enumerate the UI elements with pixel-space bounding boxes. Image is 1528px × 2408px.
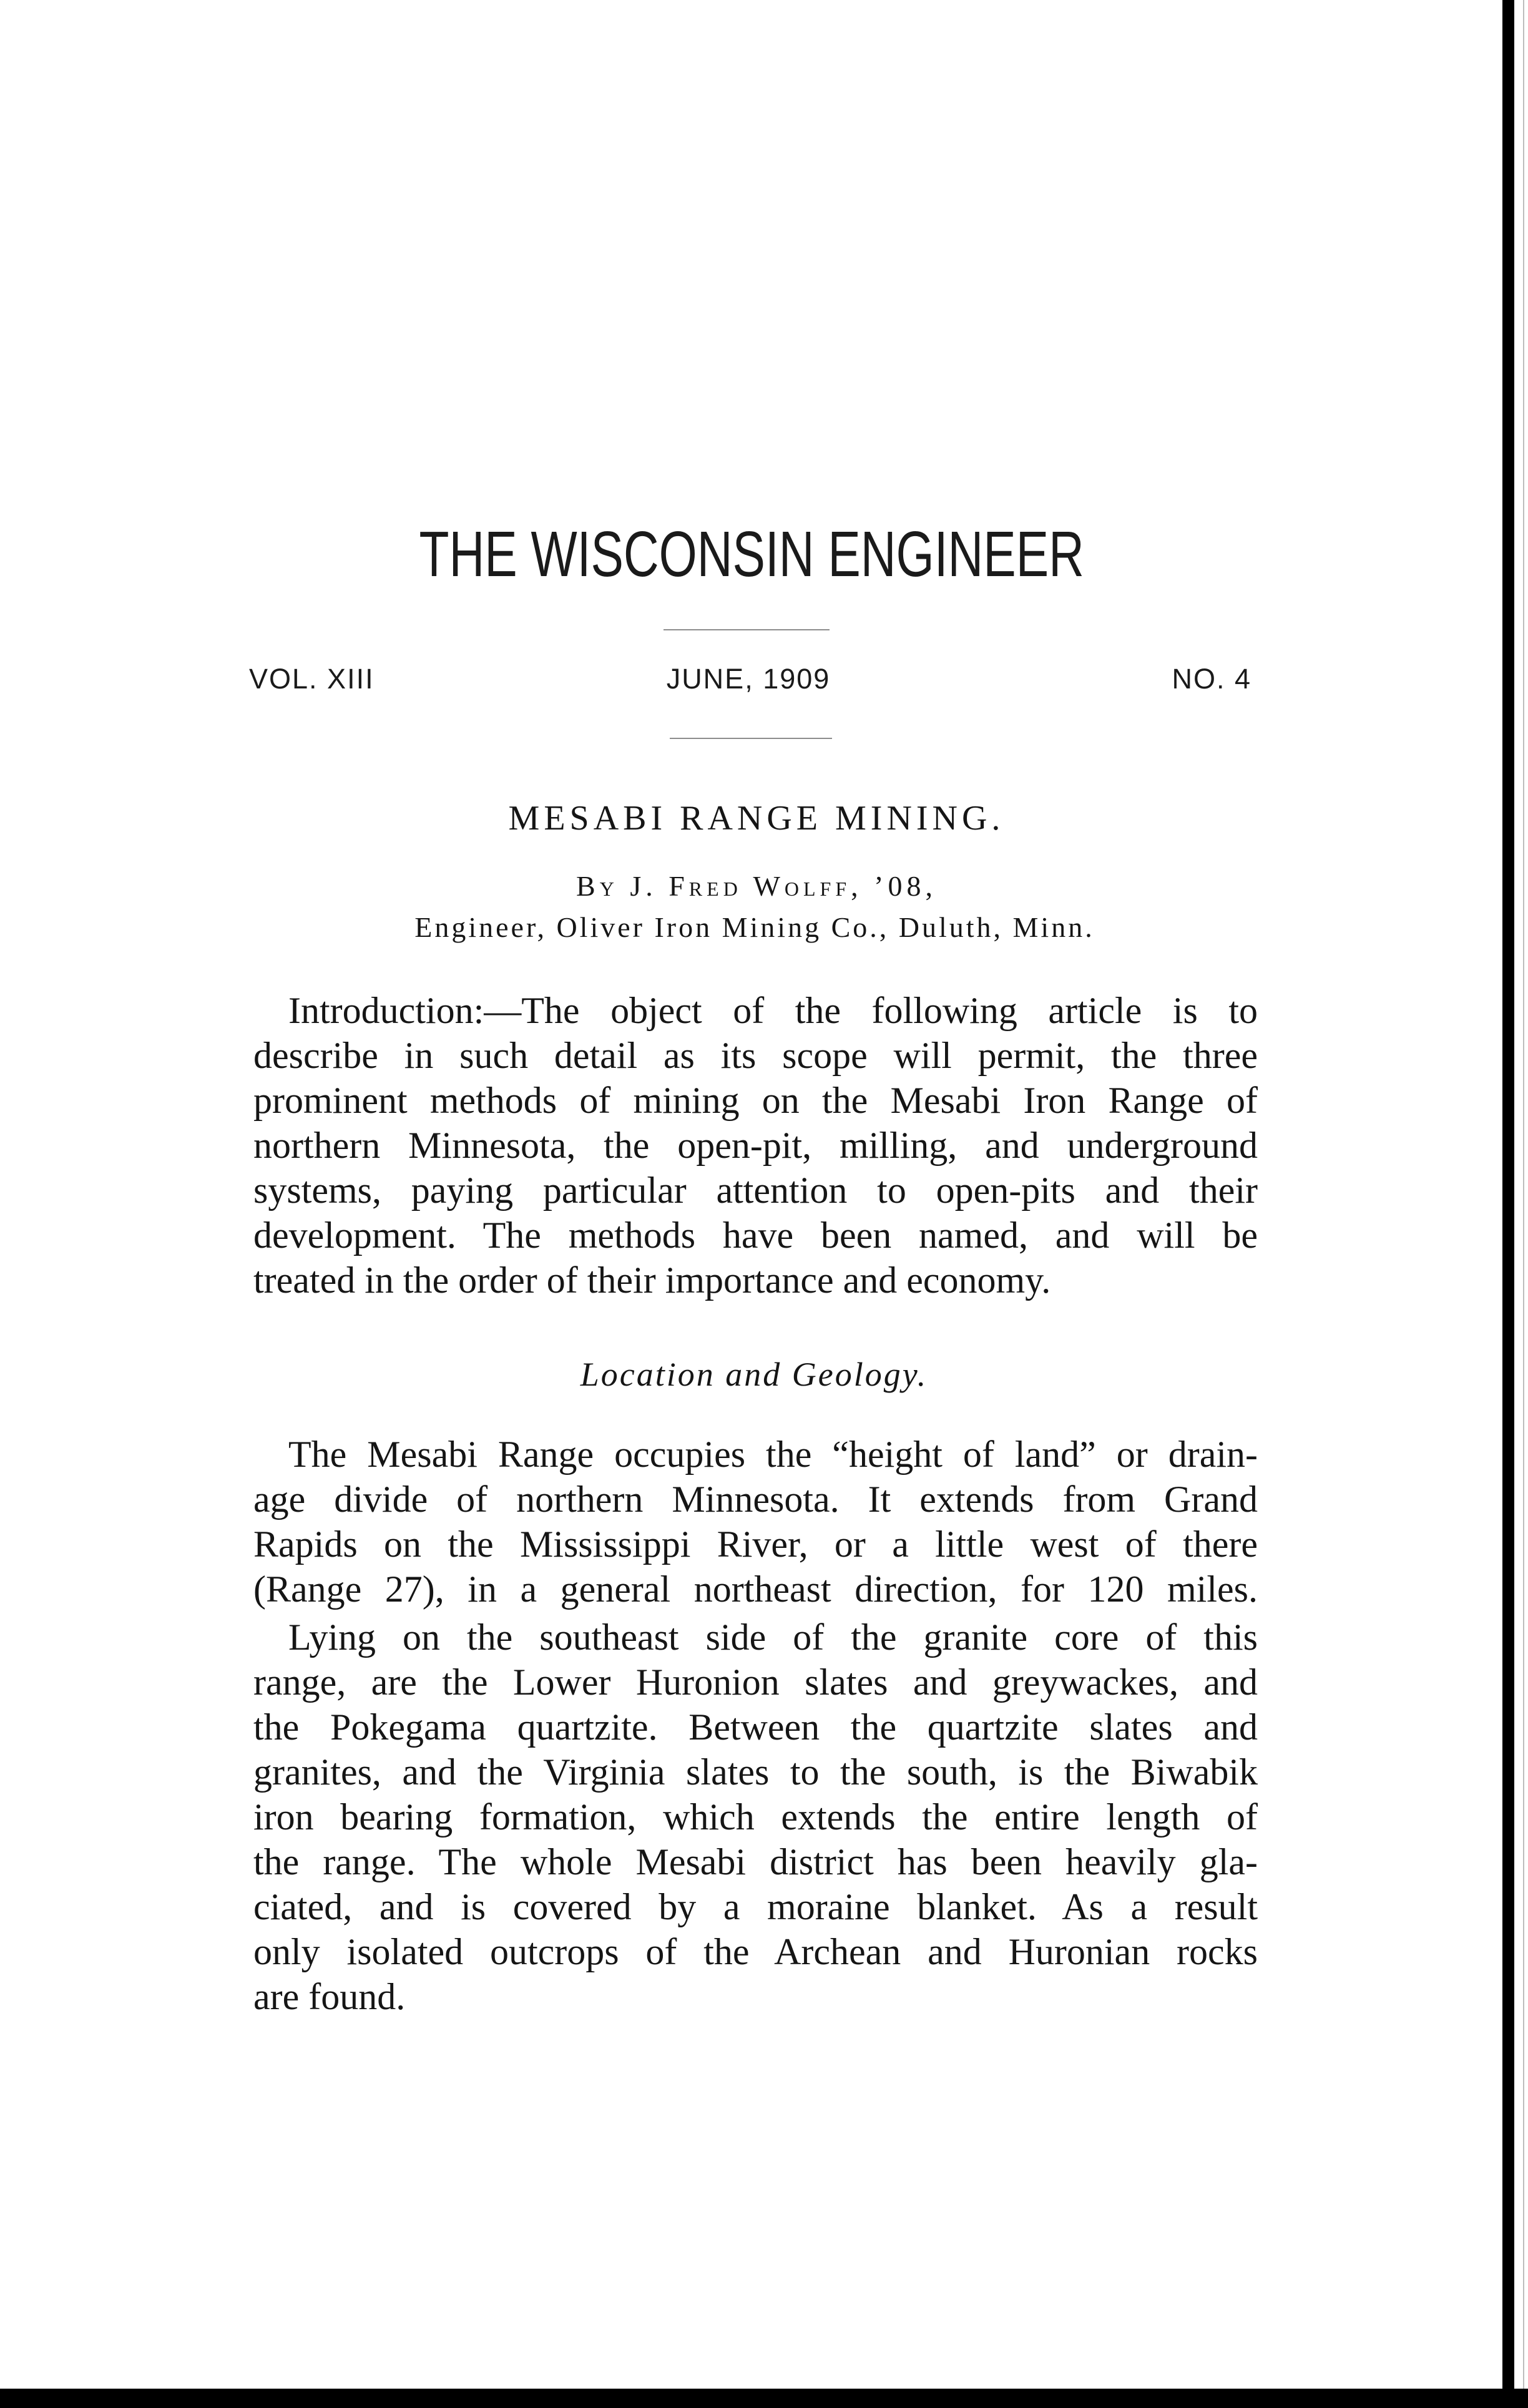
separator-rule xyxy=(664,629,830,630)
article-title: MESABI RANGE MINING. xyxy=(508,799,1005,838)
issue-date: JUNE, 1909 xyxy=(666,663,831,695)
section-paragraph xyxy=(253,1432,1258,1612)
text-line: granites, and the Virginia slates to the south, is the Biwabik xyxy=(253,1751,1258,1793)
text-line: Rapids on the Mississippi River, or a little west of there xyxy=(253,1524,1258,1565)
introduction-paragraph xyxy=(253,988,1258,1303)
separator-rule xyxy=(670,738,832,739)
text-line: only isolated outcrops of the Archean and Huronian rocks xyxy=(253,1931,1258,1972)
text-line: the range. The whole Mesabi district has been heavily gla- xyxy=(253,1841,1258,1882)
section-heading: Location and Geology. xyxy=(580,1356,928,1393)
text-line: are found. xyxy=(253,1976,406,2017)
text-line: northern Minnesota, the open-pit, milling, and underground xyxy=(253,1125,1258,1166)
text-line: The Mesabi Range occupies the “height of land” or drain- xyxy=(288,1434,1258,1475)
text-line: Introduction:—The object of the following article is to xyxy=(288,990,1258,1031)
text-line: ciated, and is covered by a moraine blanket. As a result xyxy=(253,1886,1258,1927)
text-line: (Range 27), in a general northeast direction, for 120 miles. xyxy=(253,1569,1258,1610)
text-line: the Pokegama quartzite. Between the quartzite slates and xyxy=(253,1706,1258,1748)
text-line: systems, paying particular attention to open-pits and their xyxy=(253,1170,1258,1211)
text-line: age divide of northern Minnesota. It extends from Grand xyxy=(253,1479,1258,1520)
author-byline: By J. Fred Wolff, ’08, xyxy=(576,870,937,902)
journal-title xyxy=(127,518,1376,590)
text-line: describe in such detail as its scope will permit, the three xyxy=(253,1035,1258,1076)
author-affiliation: Engineer, Oliver Iron Mining Co., Duluth, Minn. xyxy=(414,911,1095,943)
scan-border-bottom xyxy=(0,2389,1528,2408)
volume-label: VOL. XIII xyxy=(249,663,375,695)
issue-number: NO. 4 xyxy=(1172,663,1251,695)
text-line: treated in the order of their importance and economy. xyxy=(253,1260,1051,1301)
text-line: development. The methods have been named, and will be xyxy=(253,1215,1258,1256)
text-line: Lying on the southeast side of the granite core of this xyxy=(288,1617,1258,1658)
scan-border-right xyxy=(1502,0,1514,2408)
text-line: range, are the Lower Huronion slates and greywackes, and xyxy=(253,1662,1258,1703)
text-line: prominent methods of mining on the Mesabi Iron Range of xyxy=(253,1080,1258,1121)
journal-title-text: THE WISCONSIN ENGINEER xyxy=(419,518,1084,590)
section-paragraph xyxy=(253,1615,1258,2019)
scan-edge-line xyxy=(1523,0,1524,2389)
text-line: iron bearing formation, which extends the entire length of xyxy=(253,1796,1258,1838)
